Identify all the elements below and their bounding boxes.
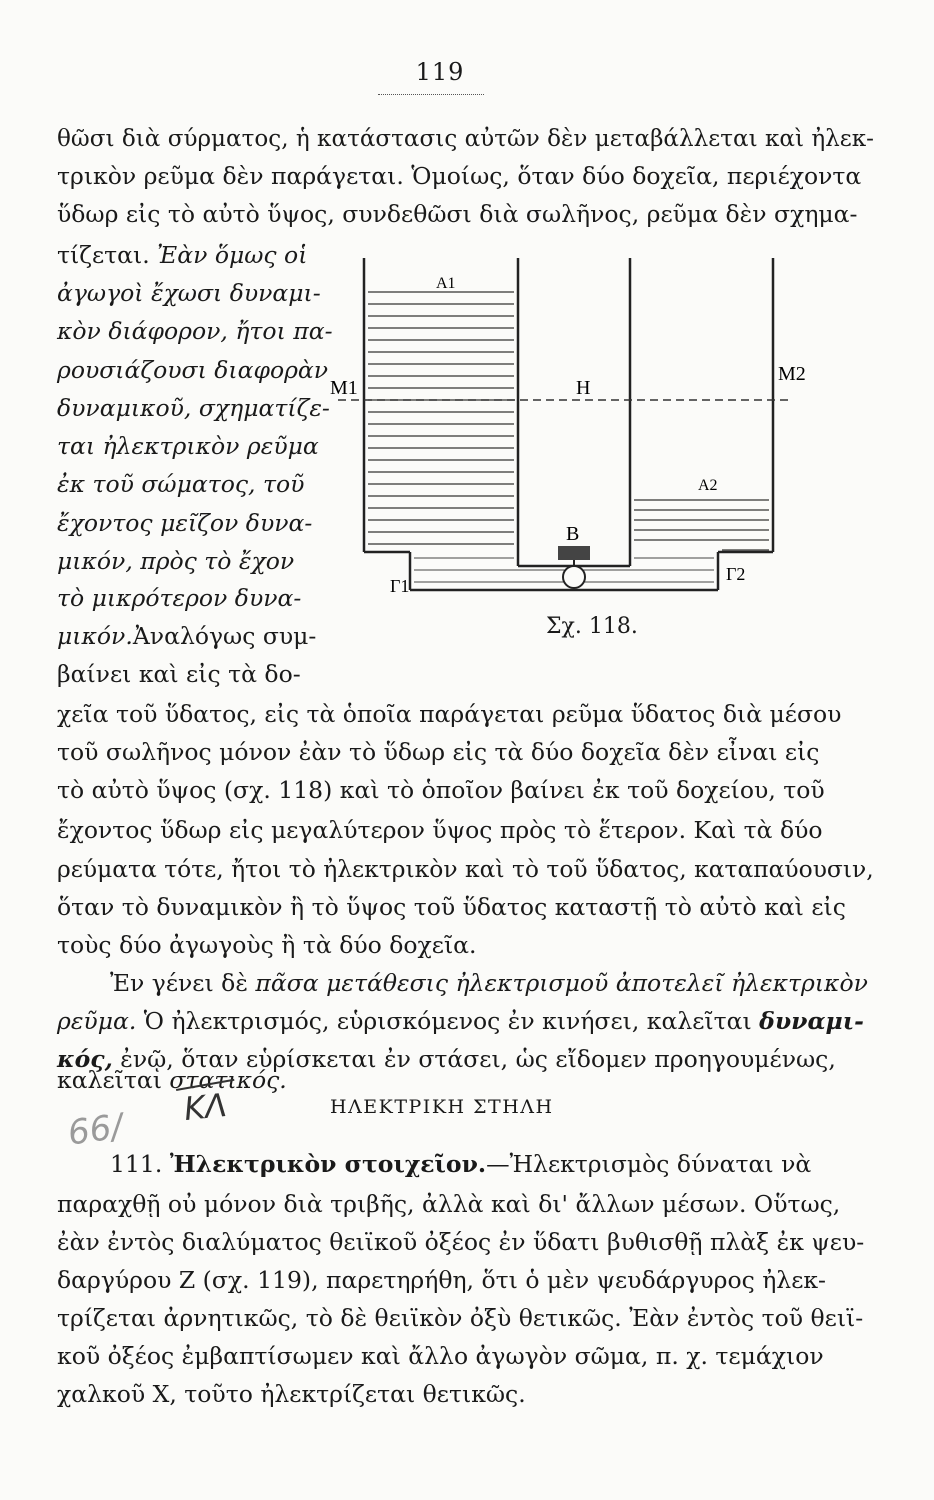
para2-line-1-a: Ἐν γένει δὲ	[110, 969, 256, 997]
margin-note-66: 66/	[65, 1106, 126, 1154]
para2-line-3-a: κός,	[57, 1045, 113, 1073]
section-first-line-rest: —Ἠλεκτρισμὸς δύναται νὰ	[486, 1150, 812, 1178]
figure-118	[318, 240, 808, 600]
label-m2: M2	[778, 363, 806, 385]
text-line-19: ἔχοντος ὕδωρ εἰς μεγαλύτερον ὕψος πρὸς τὸ ἕτερον. Καὶ τὰ δύο	[57, 816, 823, 844]
para2-line-2-a: ρεῦμα.	[57, 1007, 137, 1035]
section-line-2: παραχθῇ οὐ μόνον διὰ τριβῆς, ἀλλὰ καὶ δι' ἄλλων μέσων. Οὕτως,	[57, 1190, 841, 1218]
text-line-16: χεῖα τοῦ ὕδατος, εἰς τὰ ὁποῖα παράγεται ρεῦμα ὕδατος διὰ μέσου	[57, 700, 842, 728]
page-number-rule	[378, 94, 484, 95]
label-m1: M1	[330, 377, 358, 399]
para2-line-1-b: πᾶσα μετάθεσις ἠλεκτρισμοῦ ἀποτελεῖ ἠλεκτρικὸν	[255, 969, 868, 997]
left-line-8: μικόν, πρὸς τὸ ἔχον	[57, 547, 295, 575]
text-line-3: ὕδωρ εἰς τὸ αὐτὸ ὕψος, συνδεθῶσι διὰ σωλῆνος, ρεῦμα δὲν σχημα-	[57, 200, 858, 228]
para2-line-2-c: δυναμι-	[759, 1007, 864, 1035]
water-left	[368, 292, 514, 544]
left-line-3: ρουσιάζουσι διαφορὰν	[57, 356, 329, 384]
section-first-line	[110, 1150, 811, 1178]
text-line-21: ὅταν τὸ δυναμικὸν ἢ τὸ ὕψος τοῦ ὕδατος καταστῇ τὸ αὐτὸ καὶ εἰς	[57, 893, 846, 921]
text-line-4-italic: Ἐὰν ὅμως οἱ	[157, 241, 308, 269]
section-line-5: τρίζεται ἀρνητικῶς, τὸ δὲ θειϊκὸν ὀξὺ θετικῶς. Ἐὰν ἐντὸς τοῦ θειϊ-	[57, 1304, 864, 1332]
para2-line-3-b: ἐνῷ, ὅταν εὑρίσκεται ἐν στάσει, ὡς εἴδομεν προηγουμένως,	[112, 1045, 836, 1073]
left-line-6: ἐκ τοῦ σώματος, τοῦ	[57, 470, 305, 498]
text-line-17: τοῦ σωλῆνος μόνον ἐὰν τὸ ὕδωρ εἰς τὰ δύο δοχεῖα δὲν εἶναι εἰς	[57, 738, 820, 766]
section-line-3: ἐὰν ἐντὸς διαλύματος θειϊκοῦ ὀξέος ἐν ὕδατι βυθισθῇ πλὰξ ἐκ ψευ-	[57, 1228, 865, 1256]
left-line-10-italic: μικόν.	[57, 622, 133, 650]
left-line-5: ται ἠλεκτρικὸν ρεῦμα	[57, 432, 319, 460]
label-a2: A2	[698, 477, 718, 494]
water-right	[634, 500, 769, 550]
para2-line-2-b: Ὁ ἠλεκτρισμός, εὑρισκόμενος ἐν κινήσει, καλεῖται	[136, 1007, 760, 1035]
valve-handle	[558, 546, 590, 560]
figure-caption: Σχ. 118.	[546, 614, 638, 639]
left-line-10	[57, 622, 316, 650]
text-line-4-a: τίζεται.	[57, 241, 150, 269]
label-g1: Γ1	[390, 576, 410, 596]
section-number: 111.	[110, 1150, 163, 1178]
text-line-2: τρικὸν ρεῦμα δὲν παράγεται. Ὁμοίως, ὅταν δύο δοχεῖα, περιέχοντα	[57, 162, 862, 190]
left-line-10-rest: Ἀναλόγως συμ-	[132, 622, 317, 650]
left-line-4: δυναμικοῦ, σχηματίζε-	[57, 394, 330, 422]
section-line-4: δαργύρου Z (σχ. 119), παρετηρήθη, ὅτι ὁ μὲν ψευδάργυρος ἠλεκ-	[57, 1266, 826, 1294]
left-line-9: τὸ μικρότερον δυνα-	[57, 584, 302, 612]
para2-line-4-a: καλεῖται	[57, 1066, 170, 1094]
section-title: Ἠλεκτρικὸν στοιχεῖον.	[169, 1150, 487, 1178]
label-h: H	[576, 377, 591, 399]
para2-line-1	[110, 969, 868, 997]
section-line-6: κοῦ ὀξέος ἐμβαπτίσωμεν καὶ ἄλλο ἀγωγὸν σῶμα, π. χ. τεμάχιον	[57, 1342, 824, 1370]
text-line-22: τοὺς δύο ἀγωγοὺς ἢ τὰ δύο δοχεῖα.	[57, 931, 477, 959]
text-line-1: θῶσι διὰ σύρματος, ἡ κατάστασις αὐτῶν δὲν μεταβάλλεται καὶ ἠλεκ-	[57, 124, 874, 152]
margin-note-kl: ΚΛ	[182, 1085, 229, 1129]
label-b: B	[566, 523, 580, 545]
text-line-18: τὸ αὐτὸ ὕψος (σχ. 118) καὶ τὸ ὁποῖον βαίνει ἐκ τοῦ δοχείου, τοῦ	[57, 776, 825, 804]
left-line-11: βαίνει καὶ εἰς τὰ δο-	[57, 660, 301, 688]
left-line-7: ἔχοντος μεῖζον δυνα-	[57, 509, 313, 537]
para2-line-2	[57, 1007, 864, 1035]
valve-icon	[563, 566, 585, 588]
page-number: 119	[415, 58, 465, 86]
section-heading: ΗΛΕΚΤΡΙΚΗ ΣΤΗΛΗ	[330, 1096, 554, 1118]
para2-line-4-b: στατικός.	[169, 1066, 287, 1094]
section-line-7: χαλκοῦ X, τοῦτο ἠλεκτρίζεται θετικῶς.	[57, 1380, 526, 1408]
left-line-1: ἀγωγοὶ ἔχωσι δυναμι-	[57, 279, 321, 307]
para2-line-4	[57, 1066, 287, 1094]
label-g2: Γ2	[726, 564, 746, 584]
text-line-20: ρεύματα τότε, ἤτοι τὸ ἠλεκτρικὸν καὶ τὸ τοῦ ὕδατος, καταπαύουσιν,	[57, 855, 874, 883]
left-line-2: κὸν διάφορον, ἤτοι πα-	[57, 317, 333, 345]
text-line-4	[57, 241, 307, 269]
label-a1: A1	[436, 275, 456, 292]
